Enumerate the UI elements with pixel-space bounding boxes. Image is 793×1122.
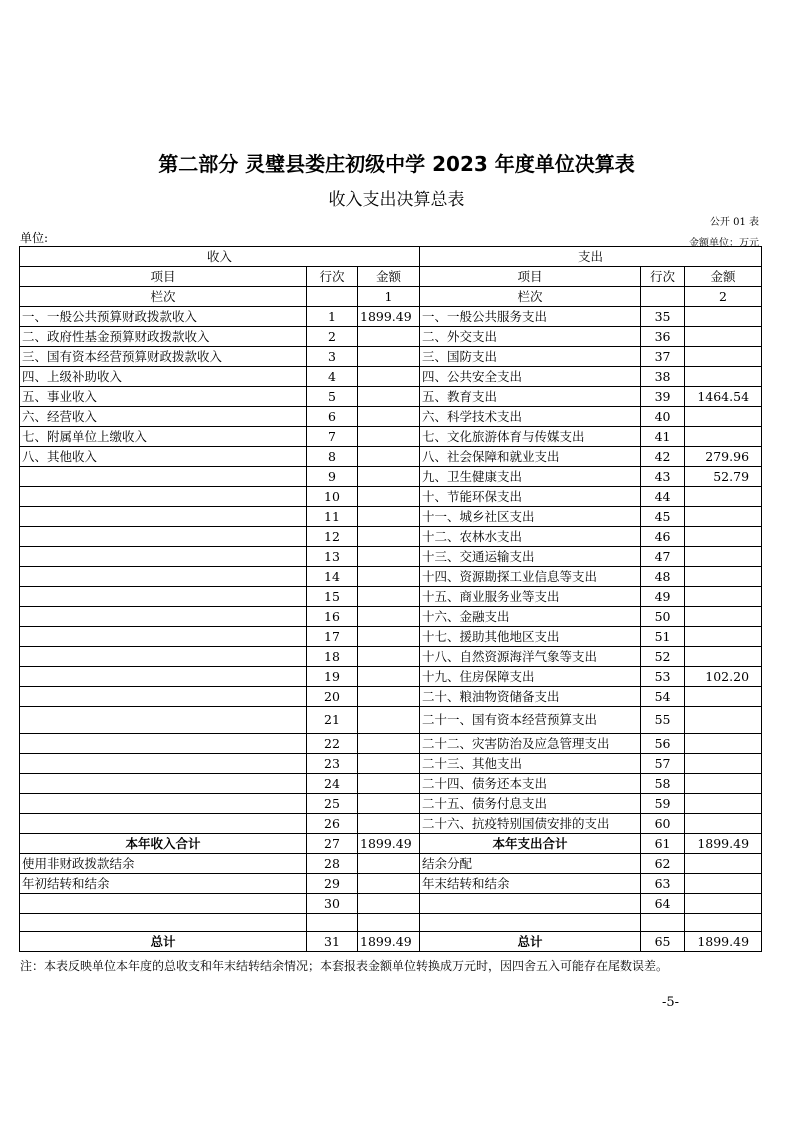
income-amount	[358, 587, 420, 607]
expense-item: 二、外交支出	[420, 327, 641, 347]
expense-row-no: 57	[641, 754, 685, 774]
income-row-no: 1	[307, 307, 358, 327]
expense-row-no: 36	[641, 327, 685, 347]
expense-amount	[685, 507, 762, 527]
year-income-total-label: 本年收入合计	[20, 834, 307, 854]
income-column-1: 1	[358, 287, 420, 307]
income-amount	[358, 734, 420, 754]
expense-amount	[685, 734, 762, 754]
page-number: -5-	[662, 995, 680, 1010]
income-item: 四、上级补助收入	[20, 367, 307, 387]
extra-income-no: 30	[307, 894, 358, 914]
extra-income-amount	[358, 854, 420, 874]
income-expense-table	[19, 246, 762, 952]
expense-row-no: 49	[641, 587, 685, 607]
extra-expense-amount	[685, 854, 762, 874]
grand-income-total-no: 31	[307, 932, 358, 952]
blank-cell	[307, 914, 358, 932]
expense-row-no: 55	[641, 707, 685, 734]
table-row	[20, 647, 762, 667]
blank-cell	[420, 914, 641, 932]
income-column-no	[307, 287, 358, 307]
table-row	[20, 367, 762, 387]
blank-cell	[20, 914, 307, 932]
expense-row-no: 58	[641, 774, 685, 794]
expense-amount	[685, 794, 762, 814]
income-item: 七、附属单位上缴收入	[20, 427, 307, 447]
extra-expense-no: 64	[641, 894, 685, 914]
income-row-no: 6	[307, 407, 358, 427]
table-row	[20, 547, 762, 567]
expense-row-no: 41	[641, 427, 685, 447]
table-row	[20, 487, 762, 507]
income-item: 一、一般公共预算财政拨款收入	[20, 307, 307, 327]
expense-item: 十五、商业服务业等支出	[420, 587, 641, 607]
expense-row-no: 54	[641, 687, 685, 707]
income-row-no: 12	[307, 527, 358, 547]
income-row-no: 22	[307, 734, 358, 754]
income-row-no: 4	[307, 367, 358, 387]
income-item: 二、政府性基金预算财政拨款收入	[20, 327, 307, 347]
income-item: 五、事业收入	[20, 387, 307, 407]
income-amount	[358, 794, 420, 814]
expense-item: 二十、粮油物资储备支出	[420, 687, 641, 707]
income-row-no: 20	[307, 687, 358, 707]
grand-income-total-label: 总计	[20, 932, 307, 952]
expense-amount	[685, 407, 762, 427]
expense-amount-header: 金额	[685, 267, 762, 287]
expense-amount	[685, 754, 762, 774]
amount-unit: 金额单位：万元	[689, 238, 759, 249]
income-item	[20, 647, 307, 667]
income-amount	[358, 327, 420, 347]
income-amount	[358, 687, 420, 707]
table-row	[20, 814, 762, 834]
table-row	[20, 667, 762, 687]
expense-amount	[685, 567, 762, 587]
income-item	[20, 507, 307, 527]
expense-row-no: 39	[641, 387, 685, 407]
unit-label: 单位:	[20, 231, 49, 245]
extra-expense-no: 63	[641, 874, 685, 894]
expense-row-no: 37	[641, 347, 685, 367]
expense-item: 十一、城乡社区支出	[420, 507, 641, 527]
income-amount	[358, 487, 420, 507]
expense-amount	[685, 774, 762, 794]
income-row-no: 5	[307, 387, 358, 407]
table-row	[20, 567, 762, 587]
expense-row-no: 56	[641, 734, 685, 754]
income-row-no: 16	[307, 607, 358, 627]
expense-item: 十九、住房保障支出	[420, 667, 641, 687]
expense-row-no: 42	[641, 447, 685, 467]
expense-row-no: 51	[641, 627, 685, 647]
expense-item: 二十二、灾害防治及应急管理支出	[420, 734, 641, 754]
income-amount: 1899.49	[358, 307, 420, 327]
expense-item: 十二、农林水支出	[420, 527, 641, 547]
income-amount	[358, 627, 420, 647]
income-amount	[358, 447, 420, 467]
expense-item: 二十一、国有资本经营预算支出	[420, 707, 641, 734]
table-row	[20, 607, 762, 627]
expense-amount	[685, 307, 762, 327]
income-amount	[358, 707, 420, 734]
expense-item: 七、文化旅游体育与传媒支出	[420, 427, 641, 447]
expense-item: 四、公共安全支出	[420, 367, 641, 387]
extra-income-amount	[358, 894, 420, 914]
extra-income-item	[20, 894, 307, 914]
income-row-no: 7	[307, 427, 358, 447]
income-item	[20, 754, 307, 774]
table-row	[20, 774, 762, 794]
income-amount	[358, 607, 420, 627]
expense-amount: 1464.54	[685, 387, 762, 407]
extra-income-no: 29	[307, 874, 358, 894]
expense-item: 五、教育支出	[420, 387, 641, 407]
table-row	[20, 347, 762, 367]
extra-income-item: 年初结转和结余	[20, 874, 307, 894]
expense-amount	[685, 427, 762, 447]
grand-expense-total-no: 65	[641, 932, 685, 952]
expense-item: 十七、援助其他地区支出	[420, 627, 641, 647]
income-amount	[358, 814, 420, 834]
year-expense-total-amount: 1899.49	[685, 834, 762, 854]
extra-expense-item: 年末结转和结余	[420, 874, 641, 894]
income-row-no: 11	[307, 507, 358, 527]
income-amount	[358, 547, 420, 567]
expense-amount	[685, 607, 762, 627]
grand-expense-total-amount: 1899.49	[685, 932, 762, 952]
expense-item: 二十四、债务还本支出	[420, 774, 641, 794]
expense-row-no: 43	[641, 467, 685, 487]
expense-row-no-header: 行次	[641, 267, 685, 287]
table-row	[20, 527, 762, 547]
expense-column-label: 栏次	[420, 287, 641, 307]
income-item	[20, 814, 307, 834]
income-row-no: 9	[307, 467, 358, 487]
income-row-no: 14	[307, 567, 358, 587]
income-item	[20, 707, 307, 734]
expense-item: 十六、金融支出	[420, 607, 641, 627]
expense-amount: 279.96	[685, 447, 762, 467]
table-row	[20, 587, 762, 607]
expense-item: 一、一般公共服务支出	[420, 307, 641, 327]
year-expense-total-label: 本年支出合计	[420, 834, 641, 854]
income-amount-header: 金额	[358, 267, 420, 287]
expense-row-no: 52	[641, 647, 685, 667]
extra-expense-item	[420, 894, 641, 914]
table-row	[20, 507, 762, 527]
extra-expense-amount	[685, 874, 762, 894]
expense-item: 二十六、抗疫特别国债安排的支出	[420, 814, 641, 834]
expense-item: 六、科学技术支出	[420, 407, 641, 427]
expense-column-no	[641, 287, 685, 307]
income-amount	[358, 367, 420, 387]
expense-row-no: 53	[641, 667, 685, 687]
expense-amount	[685, 647, 762, 667]
expense-amount	[685, 814, 762, 834]
income-row-no: 24	[307, 774, 358, 794]
income-row-no: 18	[307, 647, 358, 667]
expense-amount	[685, 687, 762, 707]
blank-cell	[685, 914, 762, 932]
income-amount	[358, 567, 420, 587]
income-row-no: 23	[307, 754, 358, 774]
income-row-no: 8	[307, 447, 358, 467]
expense-row-no: 44	[641, 487, 685, 507]
expense-amount	[685, 327, 762, 347]
income-amount	[358, 527, 420, 547]
table-row	[20, 687, 762, 707]
income-amount	[358, 467, 420, 487]
table-row	[20, 427, 762, 447]
expense-item: 十四、资源勘探工业信息等支出	[420, 567, 641, 587]
income-amount	[358, 407, 420, 427]
income-row-no-header: 行次	[307, 267, 358, 287]
expense-amount: 102.20	[685, 667, 762, 687]
extra-expense-item: 结余分配	[420, 854, 641, 874]
year-expense-total-no: 61	[641, 834, 685, 854]
expense-row-no: 59	[641, 794, 685, 814]
expense-item: 十八、自然资源海洋气象等支出	[420, 647, 641, 667]
expense-column-2: 2	[685, 287, 762, 307]
income-item	[20, 627, 307, 647]
table-row	[20, 627, 762, 647]
extra-income-item: 使用非财政拨款结余	[20, 854, 307, 874]
blank-cell	[358, 914, 420, 932]
table-row	[20, 307, 762, 327]
income-item: 三、国有资本经营预算财政拨款收入	[20, 347, 307, 367]
blank-cell	[641, 914, 685, 932]
income-row-no: 13	[307, 547, 358, 567]
income-item: 八、其他收入	[20, 447, 307, 467]
expense-amount	[685, 347, 762, 367]
income-amount	[358, 667, 420, 687]
table-row	[20, 447, 762, 467]
income-item	[20, 487, 307, 507]
table-subtitle: 收入支出决算总表	[328, 190, 465, 210]
expense-amount	[685, 627, 762, 647]
income-item	[20, 607, 307, 627]
income-row-no: 21	[307, 707, 358, 734]
expense-row-no: 38	[641, 367, 685, 387]
income-row-no: 19	[307, 667, 358, 687]
income-amount	[358, 507, 420, 527]
income-row-no: 2	[307, 327, 358, 347]
income-amount	[358, 387, 420, 407]
income-amount	[358, 774, 420, 794]
table-row	[20, 734, 762, 754]
expense-amount	[685, 367, 762, 387]
income-item	[20, 547, 307, 567]
grand-income-total-amount: 1899.49	[358, 932, 420, 952]
income-item	[20, 774, 307, 794]
extra-income-no: 28	[307, 854, 358, 874]
income-item	[20, 587, 307, 607]
expense-row-no: 46	[641, 527, 685, 547]
income-row-no: 17	[307, 627, 358, 647]
extra-expense-amount	[685, 894, 762, 914]
expense-row-no: 48	[641, 567, 685, 587]
expense-item: 八、社会保障和就业支出	[420, 447, 641, 467]
income-amount	[358, 754, 420, 774]
expense-item: 十三、交通运输支出	[420, 547, 641, 567]
expense-row-no: 40	[641, 407, 685, 427]
income-item	[20, 567, 307, 587]
income-row-no: 10	[307, 487, 358, 507]
table-row	[20, 387, 762, 407]
income-item: 六、经营收入	[20, 407, 307, 427]
extra-expense-no: 62	[641, 854, 685, 874]
income-column-label: 栏次	[20, 287, 307, 307]
income-item	[20, 794, 307, 814]
income-row-no: 15	[307, 587, 358, 607]
income-amount	[358, 647, 420, 667]
expense-item: 九、卫生健康支出	[420, 467, 641, 487]
expense-amount	[685, 487, 762, 507]
income-item	[20, 687, 307, 707]
income-row-no: 26	[307, 814, 358, 834]
table-row	[20, 707, 762, 734]
income-item-header: 项目	[20, 267, 307, 287]
income-item	[20, 467, 307, 487]
table-row	[20, 794, 762, 814]
income-item	[20, 667, 307, 687]
expense-amount: 52.79	[685, 467, 762, 487]
income-amount	[358, 427, 420, 447]
table-row	[20, 327, 762, 347]
table-note: 注：本表反映单位本年度的总收支和年末结转结余情况；本套报表金额单位转换成万元时，因四舍五入可能存在尾数误差。	[20, 959, 669, 973]
expense-header: 支出	[420, 247, 762, 267]
expense-row-no: 45	[641, 507, 685, 527]
grand-expense-total-label: 总计	[420, 932, 641, 952]
table-row	[20, 754, 762, 774]
expense-row-no: 60	[641, 814, 685, 834]
income-header: 收入	[20, 247, 420, 267]
expense-row-no: 50	[641, 607, 685, 627]
expense-row-no: 35	[641, 307, 685, 327]
expense-item: 三、国防支出	[420, 347, 641, 367]
income-row-no: 3	[307, 347, 358, 367]
page-title: 第二部分 灵璧县娄庄初级中学 2023 年度单位决算表	[158, 152, 635, 176]
expense-amount	[685, 527, 762, 547]
expense-item: 二十五、债务付息支出	[420, 794, 641, 814]
form-number: 公开 01 表	[709, 217, 759, 228]
expense-amount	[685, 587, 762, 607]
year-income-total-amount: 1899.49	[358, 834, 420, 854]
income-item	[20, 527, 307, 547]
expense-amount	[685, 547, 762, 567]
extra-income-amount	[358, 874, 420, 894]
expense-item: 十、节能环保支出	[420, 487, 641, 507]
expense-amount	[685, 707, 762, 734]
year-income-total-no: 27	[307, 834, 358, 854]
expense-row-no: 47	[641, 547, 685, 567]
table-row	[20, 407, 762, 427]
expense-item: 二十三、其他支出	[420, 754, 641, 774]
income-row-no: 25	[307, 794, 358, 814]
table-row	[20, 467, 762, 487]
income-amount	[358, 347, 420, 367]
expense-item-header: 项目	[420, 267, 641, 287]
income-item	[20, 734, 307, 754]
